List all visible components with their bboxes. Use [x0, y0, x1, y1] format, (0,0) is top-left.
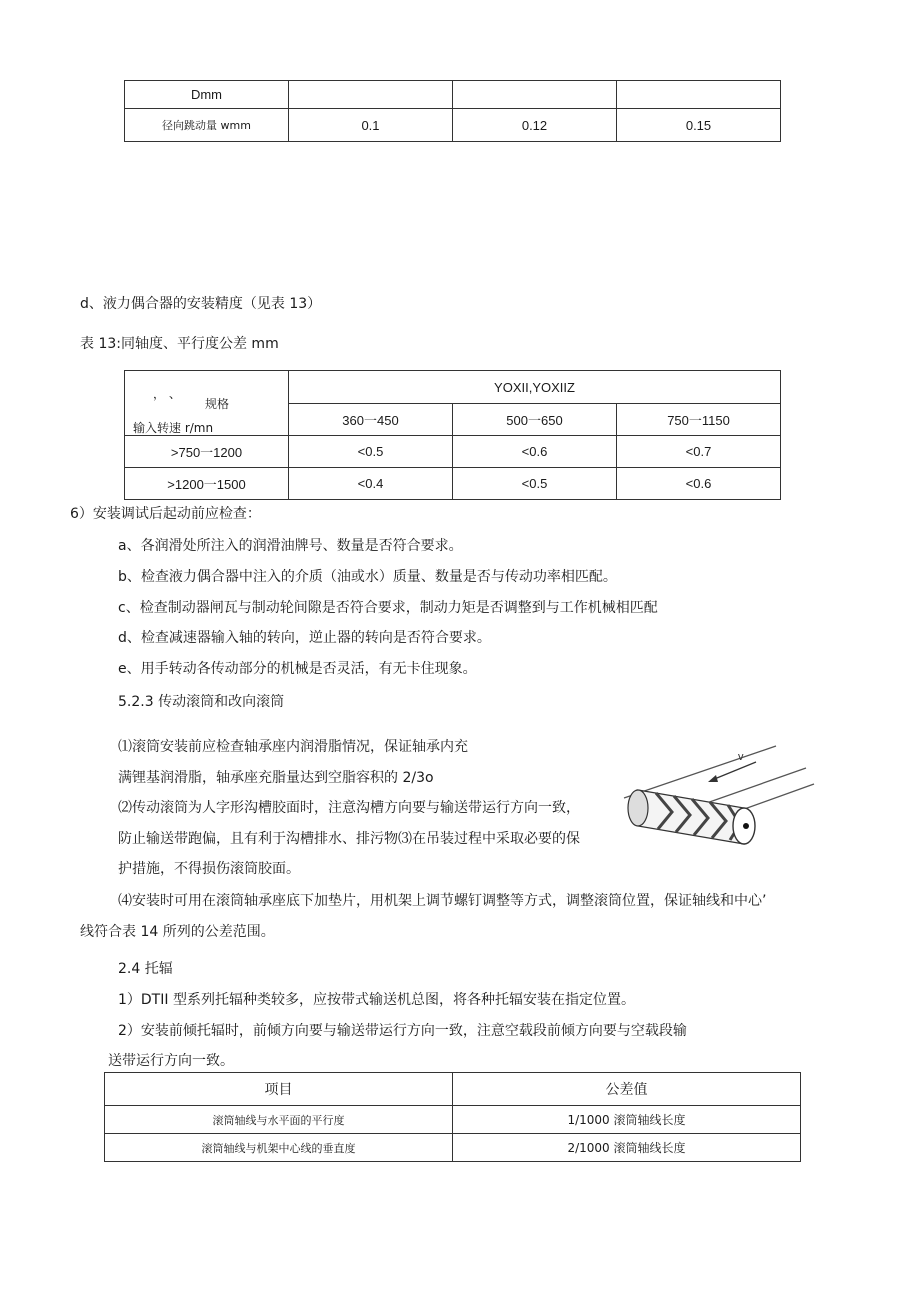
- column-header: 项目: [105, 1073, 453, 1106]
- table-cell: 0.15: [617, 109, 781, 142]
- row-label: 径向跳动量 wmm: [125, 109, 289, 142]
- table-13: [124, 370, 781, 500]
- check-item: a、各润滑处所注入的润滑油牌号、数量是否符合要求。: [118, 538, 463, 554]
- drum-illustration: [616, 740, 816, 855]
- table13-caption: 表 13:同轴度、平行度公差 mm: [80, 336, 279, 352]
- paragraph-line: ⑴滚筒安装前应检查轴承座内润滑脂情况，保证轴承内充: [118, 739, 468, 755]
- table-cell: 2/1000 滚筒轴线长度: [453, 1134, 801, 1162]
- check-item: e、用手转动各传动部分的机械是否灵活，有无卡住现象。: [118, 661, 477, 677]
- paragraph-line: 护措施，不得损伤滚筒胶面。: [118, 861, 300, 877]
- table-cell: 1/1000 滚筒轴线长度: [453, 1106, 801, 1134]
- section24-item: 2）安装前倾托辐时，前倾方向要与输送带运行方向一致，注意空载段前倾方向要与空载段输: [118, 1023, 687, 1039]
- table-14: [104, 1072, 801, 1162]
- table-cell: 0.1: [289, 109, 453, 142]
- table-cell: [617, 81, 781, 109]
- table-cell: <0.6: [453, 436, 617, 468]
- table-cell: [453, 81, 617, 109]
- drum-body: [638, 790, 744, 844]
- paragraph-line: 防止输送带跑偏，且有利于沟槽排水、排污物⑶在吊装过程中采取必要的保: [118, 831, 580, 847]
- corner-marks: ， 、: [153, 387, 181, 401]
- column-header: 360一450: [289, 404, 453, 436]
- figure-label: v: [738, 751, 744, 763]
- group-header: YOXII,YOXIIZ: [289, 371, 781, 404]
- row-label: >1200一1500: [125, 468, 289, 500]
- table-cell: <0.5: [289, 436, 453, 468]
- section24-item: 送带运行方向一致。: [108, 1053, 234, 1069]
- paragraph-line: ⑷安装时可用在滚筒轴承座底下加垫片，用机架上调节螺钉调整等方式，调整滚筒位置，保证轴线和中心’: [118, 893, 767, 909]
- table-cell: 滚筒轴线与水平面的平行度: [105, 1106, 453, 1134]
- table-cell: [289, 81, 453, 109]
- check-item: b、检查液力偶合器中注入的介质（油或水）质量、数量是否与传动功率相匹配。: [118, 569, 617, 585]
- column-header: 500一650: [453, 404, 617, 436]
- section24-heading: 2.4 托辐: [118, 961, 173, 977]
- table-cell: <0.7: [617, 436, 781, 468]
- corner-bottom-label: 输入转速 r/mn: [133, 421, 214, 435]
- column-header: 750一1150: [617, 404, 781, 436]
- table-cell: <0.4: [289, 468, 453, 500]
- check-item: d、检查减速器输入轴的转向，逆止器的转向是否符合要求。: [118, 630, 491, 646]
- tolerance-table-top: [124, 80, 781, 142]
- column-header: 公差值: [453, 1073, 801, 1106]
- paragraph-line: 线符合表 14 所列的公差范围。: [80, 924, 275, 940]
- table-cell: 滚筒轴线与机架中心线的垂直度: [105, 1134, 453, 1162]
- table-cell: <0.5: [453, 468, 617, 500]
- direction-arrow: [712, 762, 756, 780]
- drum-shaft: [743, 823, 749, 829]
- belt-line: [624, 746, 776, 798]
- row-label: Dmm: [125, 81, 289, 109]
- section-d-heading: d、液力偶合器的安装精度（见表 13）: [80, 296, 322, 312]
- table-cell: <0.6: [617, 468, 781, 500]
- row-label: >750一1200: [125, 436, 289, 468]
- section523-heading: 5.2.3 传动滚筒和改向滚筒: [118, 694, 285, 710]
- section24-item: 1）DTII 型系列托辐种类较多，应按带式输送机总图，将各种托辐安装在指定位置。: [118, 992, 635, 1008]
- check-item: c、检查制动器闸瓦与制动轮间隙是否符合要求，制动力矩是否调整到与工作机械相匹配: [118, 600, 658, 616]
- drum-left-end: [628, 790, 648, 826]
- direction-arrow-head: [708, 775, 718, 782]
- corner-top-label: 规格: [205, 397, 230, 411]
- section6-heading: 6）安装调试后起动前应检查：: [70, 506, 261, 522]
- table-cell: 0.12: [453, 109, 617, 142]
- paragraph-line: 满锂基润滑脂，轴承座充脂量达到空脂容积的 2/3o: [118, 770, 434, 786]
- table-corner-cell: [125, 371, 289, 436]
- paragraph-line: ⑵传动滚筒为人字形沟槽胶面时，注意沟槽方向要与输送带运行方向一致，: [118, 800, 580, 816]
